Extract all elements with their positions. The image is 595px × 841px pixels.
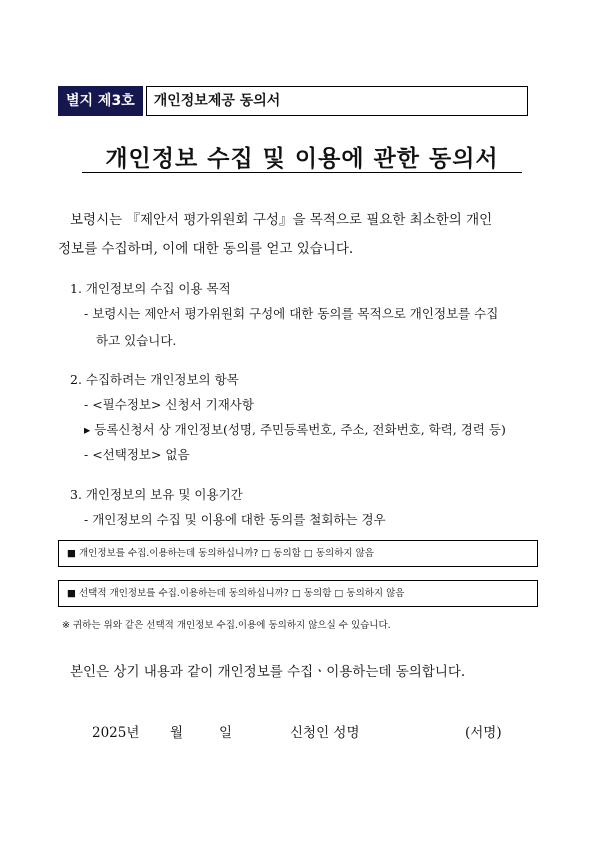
section-1-heading: 1. 개인정보의 수집 이용 목적 [70, 281, 231, 296]
signature-day: 일 [219, 725, 233, 741]
intro-line-2: 정보를 수집하며, 이에 대한 동의를 얻고 있습니다. [58, 241, 354, 257]
form-header [58, 86, 528, 116]
page-title: 개인정보 수집 및 이용에 관한 동의서 [105, 146, 499, 172]
section-2-line-3: - <선택정보> 없음 [84, 447, 190, 462]
agreement-statement: 본인은 상기 내용과 같이 개인정보를 수집ㆍ이용하는데 동의합니다. [70, 664, 466, 680]
section-2-line-2: ▸ 등록신청서 상 개인정보(성명, 주민등록번호, 주소, 전화번호, 학력, 경력 등) [84, 422, 506, 437]
section-2-heading: 2. 수집하려는 개인정보의 항목 [70, 372, 239, 387]
section-1-line-2: 하고 있습니다. [96, 333, 177, 348]
optional-consent-note: ※ 귀하는 위와 같은 선택적 개인정보 수집.이용에 동의하지 않으실 수 있습니다. [62, 620, 391, 631]
section-1-line-1: - 보령시는 제안서 평가위원회 구성에 대한 동의를 목적으로 개인정보를 수집 [84, 306, 499, 321]
signature-sign-label: (서명) [465, 725, 502, 741]
consent-box-required[interactable]: ■ 개인정보를 수집.이용하는데 동의하십니까? □ 동의함 □ 동의하지 않음 [58, 540, 538, 567]
consent-box-optional[interactable]: ■ 선택적 개인정보를 수집.이용하는데 동의하십니까? □ 동의함 □ 동의하지 않음 [58, 580, 538, 607]
signature-year: 2025년 [92, 725, 140, 741]
title-underline [82, 172, 522, 173]
intro-line-1: 보령시는 『제안서 평가위원회 구성』을 목적으로 필요한 최소한의 개인 [70, 212, 493, 228]
section-3-heading: 3. 개인정보의 보유 및 이용기간 [70, 487, 243, 502]
signature-applicant-label: 신청인 성명 [290, 725, 360, 741]
form-number-badge: 별지 제3호 [58, 86, 143, 116]
section-3-line-1: - 개인정보의 수집 및 이용에 대한 동의를 철회하는 경우 [84, 512, 386, 527]
signature-month: 월 [170, 725, 184, 741]
section-2-line-1: - <필수정보> 신청서 기재사항 [84, 397, 254, 412]
form-header-title: 개인정보제공 동의서 [146, 86, 528, 116]
